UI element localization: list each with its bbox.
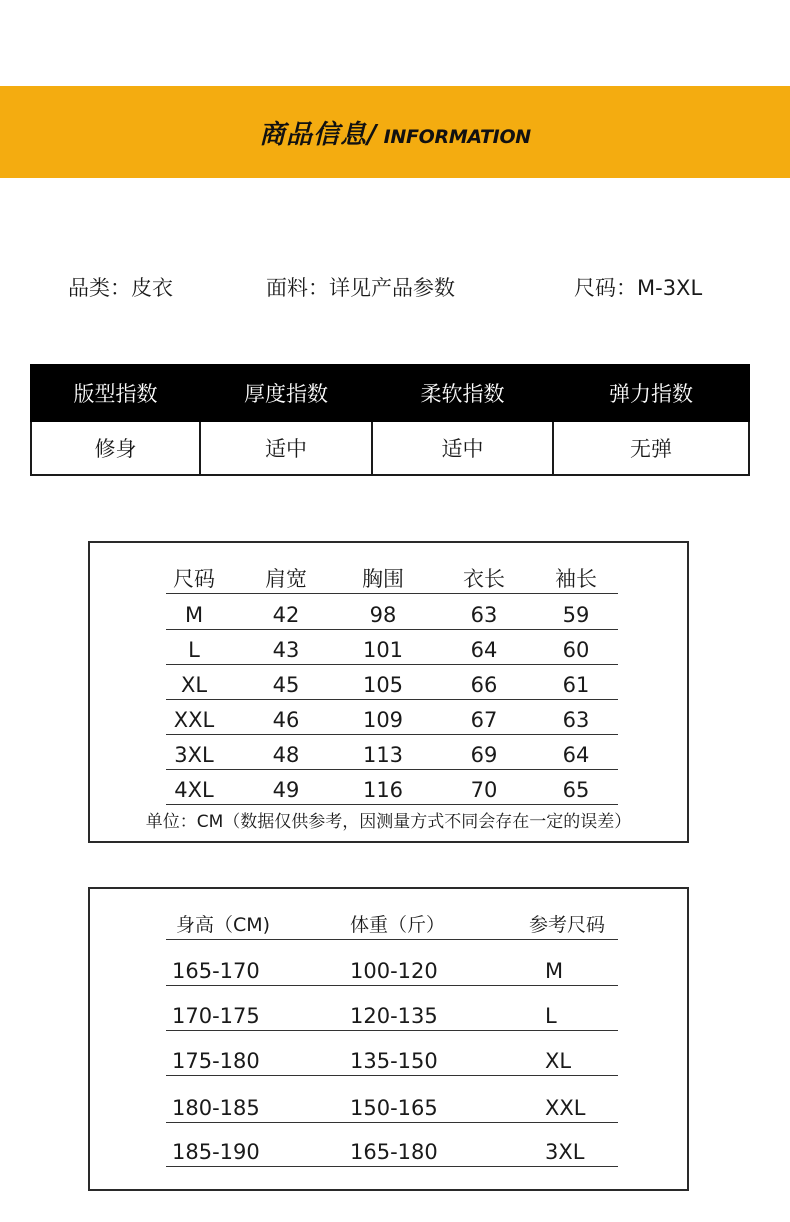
row-sleeve: 63 xyxy=(562,708,590,732)
ref-height: 180-185 xyxy=(172,1096,260,1120)
info-size-range: 尺码：M-3XL xyxy=(574,276,703,300)
row-shoulder: 43 xyxy=(272,638,300,662)
row-sleeve: 60 xyxy=(562,638,590,662)
row-shoulder: 42 xyxy=(272,603,300,627)
ref-header-height: 身高（CM) xyxy=(176,914,271,936)
table-row xyxy=(166,1126,618,1167)
size-header-chest: 胸围 xyxy=(362,567,404,591)
ref-header-weight: 体重（斤） xyxy=(350,914,446,936)
row-chest: 105 xyxy=(362,673,404,697)
table-row xyxy=(166,990,618,1031)
row-shoulder: 46 xyxy=(272,708,300,732)
table-row xyxy=(166,630,618,665)
row-shoulder: 48 xyxy=(272,743,300,767)
header-softness-index: 柔软指数 xyxy=(372,365,553,421)
ref-size: XL xyxy=(545,1049,572,1073)
table-row xyxy=(166,945,618,986)
row-size: XXL xyxy=(173,708,215,732)
ref-size: 3XL xyxy=(545,1140,585,1164)
size-header-shoulder: 肩宽 xyxy=(265,567,307,591)
ref-size: XXL xyxy=(545,1096,586,1120)
info-banner xyxy=(0,86,790,178)
row-chest: 113 xyxy=(362,743,404,767)
ref-height: 170-175 xyxy=(172,1004,260,1028)
ref-weight: 150-165 xyxy=(350,1096,438,1120)
banner-title-en: INFORMATION xyxy=(383,125,531,148)
row-length: 63 xyxy=(470,603,498,627)
ref-height: 165-170 xyxy=(172,959,260,983)
table-row xyxy=(166,595,618,630)
ref-weight: 120-135 xyxy=(350,1004,438,1028)
header-fit-index: 版型指数 xyxy=(31,365,200,421)
row-sleeve: 59 xyxy=(562,603,590,627)
row-sleeve: 61 xyxy=(562,673,590,697)
table-row xyxy=(166,1035,618,1076)
size-chart-note: 单位：CM（数据仅供参考，因测量方式不同会存在一定的误差） xyxy=(145,812,632,832)
ref-weight: 165-180 xyxy=(350,1140,438,1164)
table-row xyxy=(166,1082,618,1123)
size-header-length: 衣长 xyxy=(463,567,505,591)
size-header-size: 尺码 xyxy=(173,567,215,591)
ref-height: 175-180 xyxy=(172,1049,260,1073)
row-size: XL xyxy=(180,673,208,697)
banner-title-cn: 商品信息/ xyxy=(259,119,378,150)
ref-header-size: 参考尺码 xyxy=(529,914,606,936)
row-chest: 116 xyxy=(362,778,404,802)
size-chart xyxy=(88,541,689,843)
row-size: 3XL xyxy=(174,743,214,767)
value-fit: 修身 xyxy=(31,421,200,475)
row-shoulder: 49 xyxy=(272,778,300,802)
row-sleeve: 65 xyxy=(562,778,590,802)
size-reference-chart xyxy=(88,887,689,1191)
size-reference-header xyxy=(166,899,618,940)
ref-size: M xyxy=(545,959,564,983)
row-shoulder: 45 xyxy=(272,673,300,697)
row-chest: 101 xyxy=(362,638,404,662)
value-elasticity: 无弹 xyxy=(553,421,749,475)
ref-weight: 135-150 xyxy=(350,1049,438,1073)
row-chest: 98 xyxy=(369,603,397,627)
value-thickness: 适中 xyxy=(200,421,372,475)
row-length: 70 xyxy=(470,778,498,802)
fit-index-value-row xyxy=(31,421,749,475)
row-size: 4XL xyxy=(174,778,214,802)
table-row xyxy=(166,665,618,700)
row-sleeve: 64 xyxy=(562,743,590,767)
header-thickness-index: 厚度指数 xyxy=(200,365,372,421)
size-header-underline xyxy=(166,559,618,594)
table-row xyxy=(166,700,618,735)
row-chest: 109 xyxy=(362,708,404,732)
ref-height: 185-190 xyxy=(172,1140,260,1164)
row-length: 69 xyxy=(470,743,498,767)
info-fabric: 面料：详见产品参数 xyxy=(266,276,455,300)
row-size: M xyxy=(184,603,204,627)
size-header-sleeve: 袖长 xyxy=(555,567,597,591)
fit-index-table xyxy=(30,364,750,476)
row-length: 66 xyxy=(470,673,498,697)
ref-size: L xyxy=(545,1004,557,1028)
table-row xyxy=(166,735,618,770)
banner-title xyxy=(259,114,531,151)
value-softness: 适中 xyxy=(372,421,553,475)
ref-weight: 100-120 xyxy=(350,959,438,983)
row-length: 67 xyxy=(470,708,498,732)
fit-index-header-row xyxy=(31,365,749,421)
table-row xyxy=(166,770,618,805)
row-length: 64 xyxy=(470,638,498,662)
row-size: L xyxy=(188,638,200,662)
info-category: 品类：皮衣 xyxy=(68,276,173,300)
header-elasticity-index: 弹力指数 xyxy=(553,365,749,421)
